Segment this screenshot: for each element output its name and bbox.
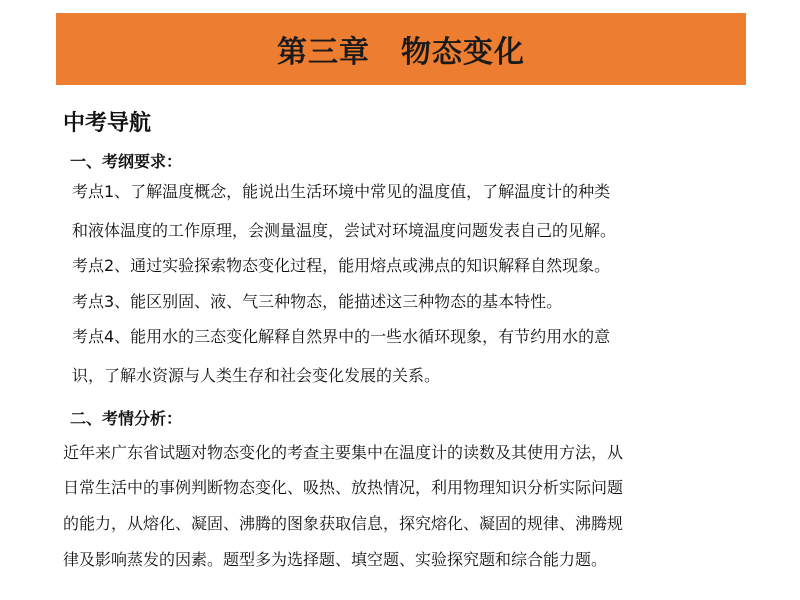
analysis-line: 近年来广东省试题对物态变化的考查主要集中在温度计的读数及其使用方法，从	[63, 443, 624, 462]
exam-analysis-heading: 二、考情分析：	[70, 409, 183, 428]
analysis-line: 日常生活中的事例判断物态变化、吸热、放热情况，利用物理知识分析实际问题	[63, 478, 624, 497]
requirement-line: 识，了解水资源与人类生存和社会变化发展的关系。	[72, 366, 441, 385]
requirement-line: 和液体温度的工作原理，会测量温度，尝试对环境温度问题发表自己的见解。	[72, 221, 617, 240]
requirement-line: 考点2、通过实验探索物态变化过程，能用熔点或沸点的知识解释自然现象。	[72, 256, 611, 275]
exam-requirements-heading: 一、考纲要求：	[70, 152, 183, 171]
analysis-line: 律及影响蒸发的因素。题型多为选择题、填空题、实验探究题和综合能力题。	[63, 550, 608, 569]
requirement-line: 考点4、能用水的三态变化解释自然界中的一些水循环现象，有节约用水的意	[72, 327, 611, 346]
analysis-line: 的能力，从熔化、凝固、沸腾的图象获取信息，探究熔化、凝固的规律、沸腾规	[63, 514, 624, 533]
chapter-title: 第三章 物态变化	[277, 35, 525, 70]
requirement-line: 考点1、了解温度概念，能说出生活环境中常见的温度值，了解温度计的种类	[72, 182, 611, 201]
section-heading: 中考导航	[63, 111, 152, 136]
chapter-title-banner	[56, 13, 746, 85]
requirement-line: 考点3、能区别固、液、气三种物态，能描述这三种物态的基本特性。	[72, 292, 563, 311]
